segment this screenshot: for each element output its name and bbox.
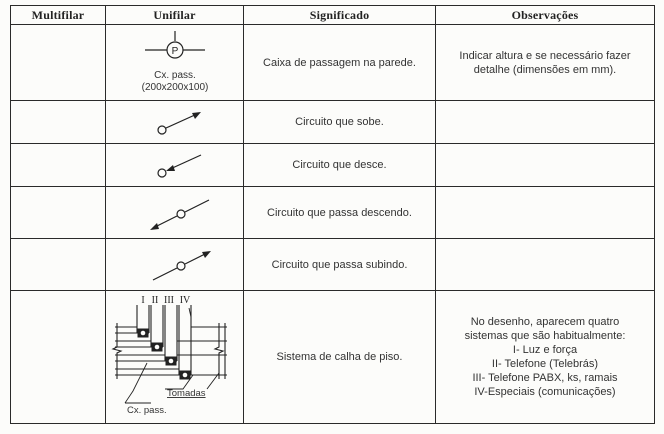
unifilar-cell: [106, 101, 244, 144]
notes-cell: [436, 144, 655, 187]
notes-line: Indicar altura e se necessário fazer: [459, 49, 631, 62]
arrowhead-icon: [202, 251, 211, 258]
outlets-label: Tomadas: [166, 388, 206, 399]
notes-cell: [436, 25, 655, 101]
junction-box-dimensions: (200x200x100): [141, 81, 208, 93]
notes-cell: [436, 239, 655, 291]
multifilar-cell: [11, 25, 106, 101]
header-multifilar: Multifilar: [11, 6, 106, 25]
junction-box-symbol: [115, 28, 235, 98]
box-label: Cx. pass.: [126, 405, 167, 416]
meaning-cell: Circuito que desce.: [244, 144, 436, 187]
table-row: [11, 187, 655, 239]
table-row: [11, 25, 655, 101]
header-observacoes: Observações: [436, 6, 655, 25]
notes-line: detalhe (dimensões em mm).: [473, 63, 617, 76]
notes-cell: [436, 187, 655, 239]
unifilar-cell: [106, 291, 244, 424]
unifilar-cell: [106, 239, 244, 291]
duct-label: III: [163, 295, 174, 306]
unifilar-cell: [106, 187, 244, 239]
multifilar-cell: [11, 187, 106, 239]
junction-box-caption: Cx. pass.: [153, 69, 196, 81]
meaning-cell: Circuito que passa subindo.: [244, 239, 436, 291]
circuit-descending-symbol: [115, 145, 235, 185]
circuit-rising-symbol: [115, 102, 235, 142]
notes-line: I- Luz e força: [512, 344, 578, 356]
meaning-cell: Circuito que passa descendo.: [244, 187, 436, 239]
header-unifilar: Unifilar: [106, 6, 244, 25]
duct-label: IV: [179, 295, 190, 306]
circuit-passing-down-symbol: [115, 190, 235, 236]
electrical-symbols-table: [10, 5, 655, 424]
table-row: [11, 239, 655, 291]
arrowhead-icon: [192, 112, 201, 119]
junction-box-letter: P: [171, 45, 178, 57]
notes-line: No desenho, aparecem quatro: [470, 316, 620, 328]
duct-label: II: [151, 295, 158, 306]
unifilar-cell: [106, 25, 244, 101]
multifilar-cell: [11, 239, 106, 291]
arrowhead-icon: [150, 223, 159, 230]
duct-label: I: [140, 295, 145, 306]
meaning-cell: Caixa de passagem na parede.: [244, 25, 436, 101]
meaning-cell: Circuito que sobe.: [244, 101, 436, 144]
table-row: [11, 291, 655, 424]
header-row: [11, 6, 655, 25]
notes-cell: [436, 101, 655, 144]
notes-line: IV-Especiais (comunicações): [474, 386, 616, 398]
circuit-passing-up-symbol: [115, 242, 235, 288]
arrowhead-icon: [166, 165, 175, 171]
table-row: [11, 101, 655, 144]
header-significado: Significado: [244, 6, 436, 25]
table-row: [11, 144, 655, 187]
notes-line: sistemas que são habitualmente:: [464, 330, 626, 342]
multifilar-cell: [11, 101, 106, 144]
floor-duct-symbol: [107, 293, 243, 421]
unifilar-cell: [106, 144, 244, 187]
meaning-cell: Sistema de calha de piso.: [244, 291, 436, 424]
notes-line: II- Telefone (Telebrás): [491, 358, 599, 370]
notes-cell: [436, 291, 655, 424]
notes-line: III- Telefone PABX, ks, ramais: [472, 372, 618, 384]
multifilar-cell: [11, 291, 106, 424]
multifilar-cell: [11, 144, 106, 187]
